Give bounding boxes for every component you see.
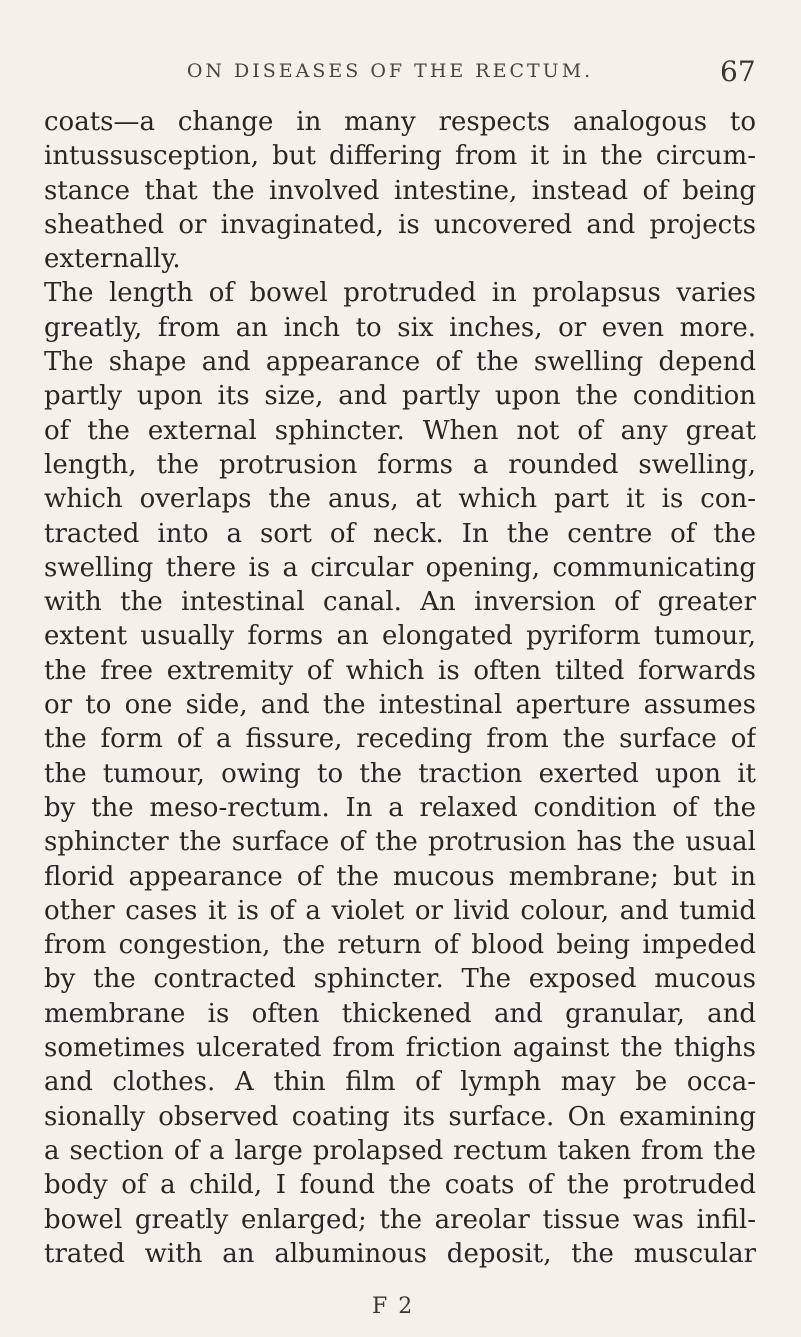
text-line: which overlaps the anus, at which part it is con-: [44, 484, 756, 515]
text-line: of the external sphincter. When not of any great: [44, 415, 756, 446]
text-line: intussusception, but differing from it in the circum-: [44, 141, 756, 172]
text-line: stance that the involved intestine, instead of being: [44, 175, 756, 206]
text-line: length, the protrusion forms a rounded swelling,: [44, 449, 756, 480]
body-text: [44, 105, 756, 1271]
signature-mark: F 2: [372, 1294, 415, 1319]
text-line: other cases it is of a violet or livid colour, and tumid: [44, 895, 756, 926]
page-number: 67: [720, 55, 756, 88]
text-line: trated with an albuminous deposit, the muscular: [44, 1238, 756, 1269]
text-line: coats—a change in many respects analogous to: [44, 107, 756, 137]
text-line: or to one side, and the intestinal aperture assumes: [44, 690, 756, 721]
text-line: with the intestinal canal. An inversion of greater: [44, 587, 756, 618]
text-line: sionally observed coating its surface. On examining: [44, 1101, 756, 1132]
text-line: The length of bowel protruded in prolapsus varies: [44, 278, 756, 309]
text-line: sheathed or invaginated, is uncovered and projects: [44, 209, 756, 240]
text-line: the free extremity of which is often tilted forwards: [44, 655, 756, 686]
text-line: The shape and appearance of the swelling depend: [44, 347, 756, 378]
text-line: florid appearance of the mucous membrane; but in: [44, 861, 756, 892]
text-line: the tumour, owing to the traction exerted upon it: [44, 758, 756, 789]
text-line: by the meso-rectum. In a relaxed condition of the: [44, 792, 756, 823]
text-line: the form of a fissure, receding from the surface of: [44, 724, 756, 755]
text-line: sphincter the surface of the protrusion has the usual: [44, 827, 756, 858]
text-line: swelling there is a circular opening, communicating: [44, 552, 756, 583]
text-line: tracted into a sort of neck. In the centre of the: [44, 518, 756, 549]
running-title: ON DISEASES OF THE RECTUM.: [186, 60, 594, 82]
text-line: a section of a large prolapsed rectum taken from the: [44, 1135, 756, 1166]
text-line: membrane is often thickened and granular, and: [44, 998, 756, 1029]
text-line: partly upon its size, and partly upon the condition: [44, 381, 756, 412]
text-line: extent usually forms an elongated pyriform tumour,: [44, 621, 756, 652]
text-line: greatly, from an inch to six inches, or even more.: [44, 312, 756, 343]
text-line: sometimes ulcerated from friction against the thighs: [44, 1033, 756, 1064]
text-line: externally.: [44, 244, 181, 275]
text-line: bowel greatly enlarged; the areolar tissue was infil-: [44, 1204, 756, 1235]
text-line: from congestion, the return of blood being impeded: [44, 930, 756, 961]
text-line: by the contracted sphincter. The exposed mucous: [44, 964, 756, 995]
text-line: body of a child, I found the coats of the protruded: [44, 1170, 756, 1201]
text-line: and clothes. A thin film of lymph may be occa-: [44, 1067, 756, 1098]
